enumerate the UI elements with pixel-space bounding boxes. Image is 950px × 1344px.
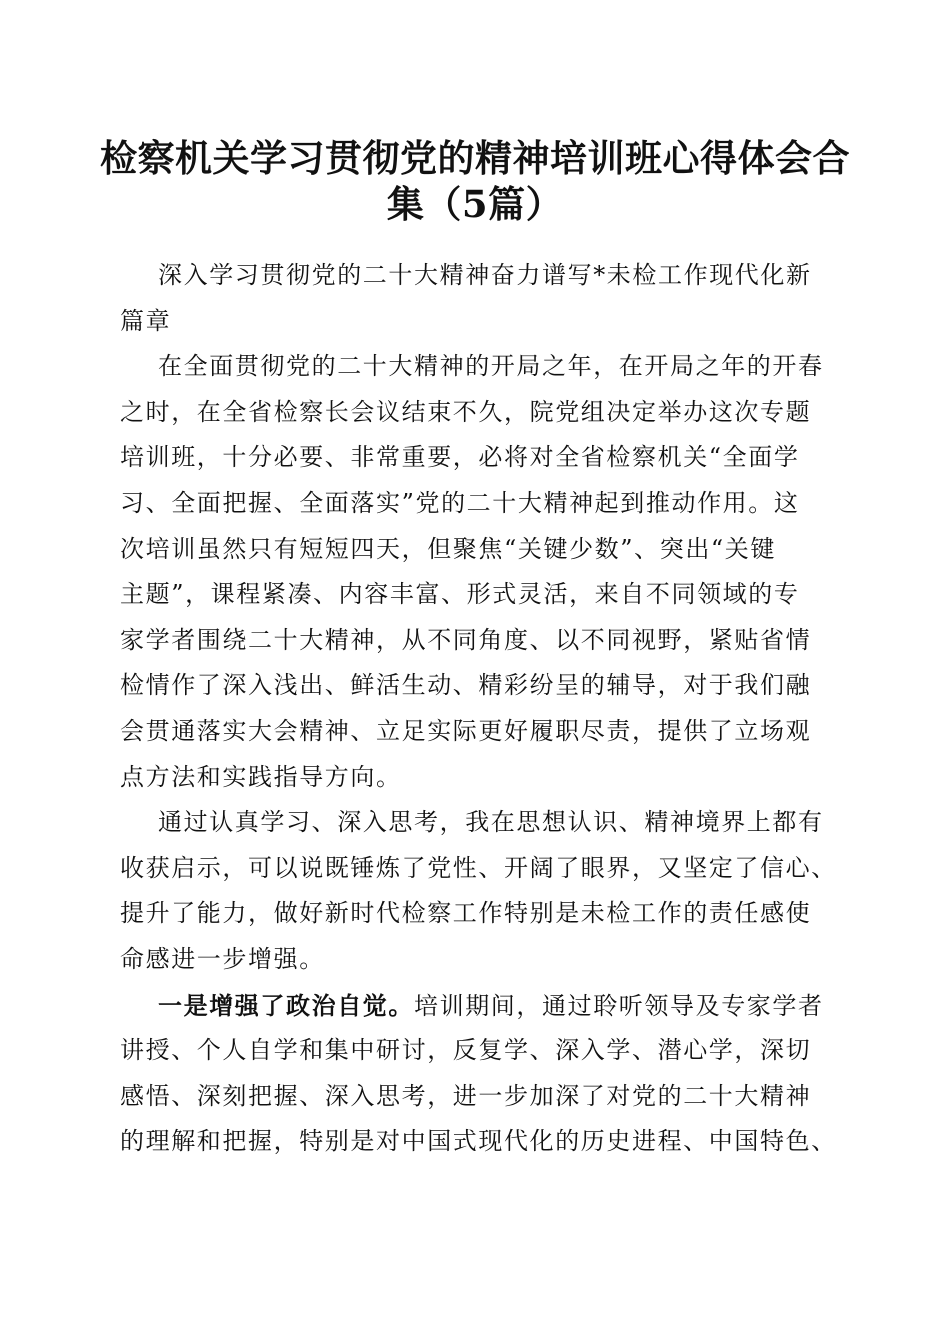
subtitle-paragraph <box>120 253 832 344</box>
text-line: 在全面贯彻党的二十大精神的开局之年，在开局之年的开春 <box>158 352 824 381</box>
document-body <box>120 253 837 1165</box>
body-paragraph <box>120 344 832 800</box>
text-line: 检情作了深入浅出、鲜活生动、精彩纷呈的辅导，对于我们融 <box>120 671 812 700</box>
text-line: 深入学习贯彻党的二十大精神奋力谱写*未检工作现代化新 <box>158 261 812 289</box>
text-line: 的理解和把握，特别是对中国式现代化的历史进程、中国特色、 <box>120 1127 837 1156</box>
text-line: 篇章 <box>120 306 172 335</box>
document-title <box>100 132 850 226</box>
text-line: 培训班，十分必要、非常重要，必将对全省检察机关“全面学 <box>120 443 800 472</box>
text-line: 次培训虽然只有短短四天，但聚焦“关键少数”、突出“关键 <box>120 534 777 563</box>
text-line: 主题”，课程紧凑、内容丰富、形式灵活，来自不同领域的专 <box>120 580 800 609</box>
text-line: 点方法和实践指导方向。 <box>120 762 402 791</box>
text-line: 感悟、深刻把握、深入思考，进一步加深了对党的二十大精神 <box>120 1081 812 1110</box>
text-line: 收获启示，可以说既锤炼了党性、开阔了眼界，又坚定了信心、 <box>120 853 837 882</box>
title-line: 集（5篇） <box>386 181 564 226</box>
text-line: 家学者围绕二十大精神，从不同角度、以不同视野，紧贴省情 <box>120 625 812 654</box>
bold-lead-text: 一是增强了政治自觉。 <box>158 990 414 1020</box>
text-line: 习、全面把握、全面落实”党的二十大精神起到推动作用。这 <box>120 488 800 517</box>
text-line: 通过认真学习、深入思考，我在思想认识、精神境界上都有 <box>158 808 824 837</box>
text-line: 提升了能力，做好新时代检察工作特别是未检工作的责任感使 <box>120 899 812 928</box>
text-line <box>120 983 832 1029</box>
body-paragraph <box>120 800 837 982</box>
text-line: 命感进一步增强。 <box>120 944 325 973</box>
text-line: 会贯通落实大会精神、立足实际更好履职尽责，提供了立场观 <box>120 716 812 745</box>
body-paragraph <box>120 983 837 1165</box>
title-line: 检察机关学习贯彻党的精神培训班心得体会合 <box>100 136 850 180</box>
text-line: 之时，在全省检察长会议结束不久，院党组决定举办这次专题 <box>120 397 812 426</box>
text-line: 讲授、个人自学和集中研讨，反复学、深入学、潜心学，深切 <box>120 1036 812 1065</box>
inline-text: 培训期间，通过聆听领导及专家学者 <box>414 991 824 1020</box>
